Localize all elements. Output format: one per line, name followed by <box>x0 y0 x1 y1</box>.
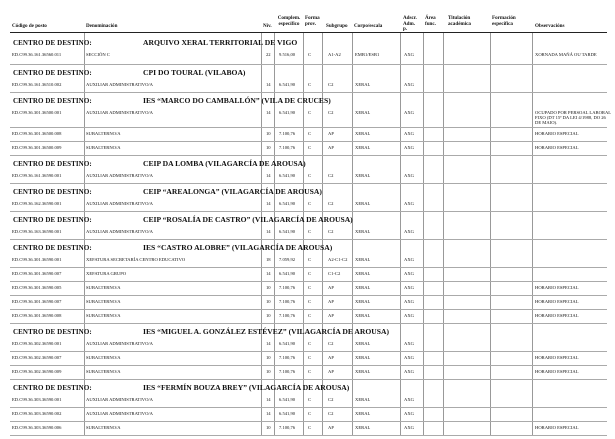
row-code: ED.C99.36.303.36590.002 <box>12 411 62 416</box>
row-subgrupo: C2 <box>328 229 334 234</box>
table-row <box>0 49 615 65</box>
section-label: CENTRO DE DESTINO: <box>13 244 92 252</box>
row-subgrupo: A2-C1-C2 <box>328 257 348 262</box>
row-subgrupo: C2 <box>328 110 334 115</box>
centro-name: CEIP DA LOMBA (VILAGARCÍA DE AROUSA) <box>143 159 306 168</box>
row-subgrupo: A1-A2 <box>328 52 341 57</box>
row-code: ED.C99.36.161.36560.011 <box>12 52 62 57</box>
row-complemento: 7.100,76 <box>279 145 296 150</box>
row-complemento: 7.100,76 <box>279 369 296 374</box>
row-complemento: 6.541,90 <box>279 110 296 115</box>
section-title <box>0 243 615 254</box>
section-title <box>0 159 615 170</box>
row-observacions: HORARIO ESPECIAL <box>535 285 579 290</box>
row-complemento: 7.100,76 <box>279 131 296 136</box>
col-header-observacions: Observacións <box>535 23 565 29</box>
row-code: ED.C99.36.303.36590.001 <box>12 397 62 402</box>
row-forma: C <box>308 355 312 360</box>
row-complemento: 6.541,90 <box>279 341 296 346</box>
row-denominacion: SUBALTERNO/A <box>86 425 121 430</box>
row-adscricion: AXG <box>404 369 414 374</box>
row-observacions: HORARIO ESPECIAL <box>535 313 579 318</box>
row-adscricion: AXG <box>404 313 414 318</box>
row-complemento: 9.516,00 <box>279 52 296 57</box>
row-nivel: 10 <box>266 131 271 136</box>
row-rule <box>10 92 607 93</box>
row-complemento: 6.541,90 <box>279 229 296 234</box>
row-nivel: 10 <box>266 145 271 150</box>
row-forma: C <box>308 313 312 318</box>
row-subgrupo: C2 <box>328 411 334 416</box>
centro-section <box>0 327 615 380</box>
row-observacions: HORARIO ESPECIAL <box>535 355 579 360</box>
row-complemento: 7.100,76 <box>279 313 296 318</box>
row-corpo: XERAL <box>355 201 371 206</box>
row-forma: C <box>308 173 312 178</box>
row-corpo: XERAL <box>355 145 371 150</box>
table-row <box>0 394 615 408</box>
row-nivel: 22 <box>266 52 271 57</box>
col-header-area: Área func. <box>425 15 436 27</box>
row-denominacion: SUBALTERNO/A <box>86 145 121 150</box>
col-header-formacion: Formación específica <box>492 15 516 27</box>
row-corpo: XERAL <box>355 355 371 360</box>
table-row <box>0 282 615 296</box>
table-row <box>0 226 615 240</box>
centro-section <box>0 243 615 324</box>
row-code: ED.C99.36.302.36590.009 <box>12 369 62 374</box>
row-denominacion: AUXILIAR ADMINISTRATIVO/A <box>86 82 153 87</box>
row-corpo: XERAL <box>355 82 371 87</box>
table-row <box>0 254 615 268</box>
row-denominacion: SECCIÓN C <box>86 52 110 57</box>
row-complemento: 6.541,90 <box>279 201 296 206</box>
col-header-denominacion: Denominación <box>86 23 118 29</box>
row-nivel: 14 <box>266 341 271 346</box>
row-rule <box>10 435 607 436</box>
row-subgrupo: C2 <box>328 341 334 346</box>
row-corpo: XERAL <box>355 131 371 136</box>
header-rule <box>10 32 607 33</box>
row-nivel: 10 <box>266 299 271 304</box>
section-label: CENTRO DE DESTINO: <box>13 69 92 77</box>
row-adscricion: AXG <box>404 110 414 115</box>
section-label: CENTRO DE DESTINO: <box>13 39 92 47</box>
section-label: CENTRO DE DESTINO: <box>13 160 92 168</box>
centro-name: CEIP “ROSALÍA DE CASTRO” (VILAGARCÍA DE AROUSA) <box>143 215 353 224</box>
table-row <box>0 338 615 352</box>
centro-name: CPI DO TOURAL (VILABOA) <box>143 68 246 77</box>
row-rule <box>10 64 607 65</box>
table-row <box>0 310 615 324</box>
row-forma: C <box>308 82 312 87</box>
col-header-adscricion: Adscr. Adm. p. <box>403 15 417 33</box>
row-nivel: 10 <box>266 355 271 360</box>
row-corpo: XERAL <box>355 425 371 430</box>
col-header-codigo: Código de posto <box>12 23 47 29</box>
row-subgrupo: C1-C2 <box>328 271 341 276</box>
row-rule <box>10 155 607 156</box>
row-subgrupo: C2 <box>328 201 334 206</box>
table-row <box>0 198 615 212</box>
row-nivel: 14 <box>266 411 271 416</box>
row-nivel: 18 <box>266 257 271 262</box>
row-subgrupo: AP <box>328 425 334 430</box>
row-observacions: HORARIO ESPECIAL <box>535 131 579 136</box>
row-subgrupo: C2 <box>328 173 334 178</box>
row-denominacion: AUXILIAR ADMINISTRATIVO/A <box>86 341 153 346</box>
row-code: ED.C99.36.301.36500.009 <box>12 145 62 150</box>
section-label: CENTRO DE DESTINO: <box>13 384 92 392</box>
row-adscricion: AXG <box>404 173 414 178</box>
row-complemento: 6.541,90 <box>279 411 296 416</box>
row-denominacion: SUBALTERNO/A <box>86 299 121 304</box>
section-title <box>0 215 615 226</box>
row-adscricion: AXG <box>404 52 414 57</box>
table-body <box>0 35 615 436</box>
centro-name: IES “MARCO DO CAMBALLÓN” (VILA DE CRUCES) <box>143 96 331 105</box>
centro-section <box>0 383 615 436</box>
row-observacions: HORARIO ESPECIAL <box>535 425 579 430</box>
row-observacions: HORARIO ESPECIAL <box>535 145 579 150</box>
row-complemento: 7.100,76 <box>279 425 296 430</box>
table-row <box>0 408 615 422</box>
centro-section <box>0 96 615 156</box>
row-denominacion: AUXILIAR ADMINISTRATIVO/A <box>86 173 153 178</box>
row-code: ED.C99.36.301.36500.001 <box>12 110 62 115</box>
row-code: ED.C99.36.301.36590.008 <box>12 313 62 318</box>
centro-section <box>0 68 615 93</box>
row-code: ED.C99.36.301.36590.007 <box>12 271 62 276</box>
row-code: ED.C99.36.163.36590.001 <box>12 229 62 234</box>
row-forma: C <box>308 52 312 57</box>
row-nivel: 14 <box>266 229 271 234</box>
col-header-forma: Forma prov. <box>305 15 320 27</box>
row-forma: C <box>308 257 312 262</box>
row-code: ED.C99.36.301.36590.001 <box>12 257 62 262</box>
centro-name: ARQUIVO XERAL TERRITORIAL DE VIGO <box>143 38 298 47</box>
row-denominacion: AUXILIAR ADMINISTRATIVO/A <box>86 397 153 402</box>
table-row <box>0 296 615 310</box>
row-complemento: 7.100,76 <box>279 285 296 290</box>
row-corpo: XERAL <box>355 411 371 416</box>
row-denominacion: XEFATURA SECRETARÍA CENTRO EDUCATIVO <box>86 257 186 262</box>
section-label: CENTRO DE DESTINO: <box>13 188 92 196</box>
row-adscricion: AXG <box>404 425 414 430</box>
section-label: CENTRO DE DESTINO: <box>13 216 92 224</box>
centro-name: CEIP “AREALONGA” (VILAGARCÍA DE AROUSA) <box>143 187 322 196</box>
row-code: ED.C99.36.162.36590.001 <box>12 201 62 206</box>
row-forma: C <box>308 110 312 115</box>
row-subgrupo: C2 <box>328 397 334 402</box>
row-code: ED.C99.36.301.36590.007 <box>12 299 62 304</box>
row-observacions: OCUPADO POR PERSOAL LABORAL FIXO (DT 15ª DA LEI 4/1988, DO 26 DE MAIO). <box>535 110 611 126</box>
row-code: ED.C99.36.302.36590.007 <box>12 355 62 360</box>
row-denominacion: SUBALTERNO/A <box>86 131 121 136</box>
table-row <box>0 170 615 184</box>
row-corpo: XERAL <box>355 257 371 262</box>
row-complemento: 6.541,90 <box>279 397 296 402</box>
col-header-corpo: Corpo/escala <box>354 23 383 29</box>
row-forma: C <box>308 201 312 206</box>
row-adscricion: AXG <box>404 341 414 346</box>
row-nivel: 14 <box>266 173 271 178</box>
row-forma: C <box>308 285 312 290</box>
centro-section <box>0 159 615 184</box>
row-subgrupo: AP <box>328 355 334 360</box>
col-header-nivel: Nív. <box>263 23 272 29</box>
row-adscricion: AXG <box>404 397 414 402</box>
table-row <box>0 268 615 282</box>
col-header-complemento: Complem. específico <box>277 15 301 27</box>
row-adscricion: AXG <box>404 355 414 360</box>
row-nivel: 14 <box>266 397 271 402</box>
row-corpo: EMB1/ESB1 <box>355 52 380 57</box>
row-corpo: XERAL <box>355 229 371 234</box>
row-adscricion: AXG <box>404 271 414 276</box>
row-nivel: 14 <box>266 201 271 206</box>
row-forma: C <box>308 145 312 150</box>
row-nivel: 10 <box>266 313 271 318</box>
table-header <box>0 13 615 31</box>
row-adscricion: AXG <box>404 82 414 87</box>
row-adscricion: AXG <box>404 411 414 416</box>
row-corpo: XERAL <box>355 341 371 346</box>
section-title <box>0 68 615 79</box>
centro-name: IES “FERMÍN BOUZA BREY” (VILAGARCÍA DE AROUSA) <box>143 383 350 392</box>
row-code: ED.C99.36.161.36510.002 <box>12 82 62 87</box>
row-denominacion: SUBALTERNO/A <box>86 355 121 360</box>
row-forma: C <box>308 341 312 346</box>
row-nivel: 10 <box>266 425 271 430</box>
row-complemento: 6.541,90 <box>279 82 296 87</box>
row-adscricion: AXG <box>404 131 414 136</box>
section-title <box>0 327 615 338</box>
row-observacions: XORNADA MAÑÁ OU TARDE <box>535 52 597 57</box>
row-subgrupo: C2 <box>328 82 334 87</box>
row-rule <box>10 323 607 324</box>
row-rule <box>10 211 607 212</box>
table-row <box>0 79 615 93</box>
row-forma: C <box>308 411 312 416</box>
table-row <box>0 107 615 128</box>
row-denominacion: SUBALTERNO/A <box>86 369 121 374</box>
row-code: ED.C99.36.301.36500.008 <box>12 131 62 136</box>
row-corpo: XERAL <box>355 271 371 276</box>
row-corpo: XERAL <box>355 173 371 178</box>
row-observacions: HORARIO ESPECIAL <box>535 369 579 374</box>
row-adscricion: AXG <box>404 257 414 262</box>
row-code: ED.C99.36.302.36590.001 <box>12 341 62 346</box>
row-rule <box>10 239 607 240</box>
table-row <box>0 366 615 380</box>
row-denominacion: SUBALTERNO/A <box>86 313 121 318</box>
row-complemento: 6.541,90 <box>279 271 296 276</box>
row-code: ED.C99.36.303.36590.006 <box>12 425 62 430</box>
row-complemento: 6.541,90 <box>279 173 296 178</box>
section-label: CENTRO DE DESTINO: <box>13 328 92 336</box>
row-code: ED.C99.36.161.36590.001 <box>12 173 62 178</box>
row-denominacion: AUXILIAR ADMINISTRATIVO/A <box>86 201 153 206</box>
centro-name: IES “CASTRO ALOBRE” (VILAGARCÍA DE AROUSA) <box>143 243 333 252</box>
row-corpo: XERAL <box>355 299 371 304</box>
section-title <box>0 187 615 198</box>
row-rule <box>10 379 607 380</box>
centro-section <box>0 215 615 240</box>
section-title <box>0 96 615 107</box>
row-code: ED.C99.36.301.36590.005 <box>12 285 62 290</box>
row-nivel: 14 <box>266 271 271 276</box>
row-complemento: 7.059,92 <box>279 257 296 262</box>
section-title <box>0 38 615 49</box>
row-adscricion: AXG <box>404 299 414 304</box>
row-forma: C <box>308 271 312 276</box>
row-subgrupo: AP <box>328 285 334 290</box>
row-complemento: 7.100,76 <box>279 299 296 304</box>
col-header-titulacion: Titulación académica <box>448 15 471 27</box>
row-nivel: 10 <box>266 285 271 290</box>
row-subgrupo: AP <box>328 299 334 304</box>
row-corpo: XERAL <box>355 397 371 402</box>
row-nivel: 10 <box>266 369 271 374</box>
row-adscricion: AXG <box>404 285 414 290</box>
table-row <box>0 352 615 366</box>
row-subgrupo: AP <box>328 145 334 150</box>
row-complemento: 7.100,76 <box>279 355 296 360</box>
centro-section <box>0 187 615 212</box>
row-nivel: 14 <box>266 82 271 87</box>
table-row <box>0 142 615 156</box>
row-denominacion: SUBALTERNO/A <box>86 285 121 290</box>
row-forma: C <box>308 299 312 304</box>
table-row <box>0 422 615 436</box>
row-nivel: 14 <box>266 110 271 115</box>
row-forma: C <box>308 229 312 234</box>
centro-name: IES “MIGUEL A. GONZÁLEZ ESTÉVEZ” (VILAGARCÍA DE AROUSA) <box>143 327 390 336</box>
row-denominacion: XEFATURA GRUPO <box>86 271 127 276</box>
row-forma: C <box>308 131 312 136</box>
row-subgrupo: AP <box>328 131 334 136</box>
row-forma: C <box>308 369 312 374</box>
row-subgrupo: AP <box>328 313 334 318</box>
row-denominacion: AUXILIAR ADMINISTRATIVO/A <box>86 229 153 234</box>
centro-section <box>0 38 615 65</box>
row-denominacion: AUXILIAR ADMINISTRATIVO/A <box>86 411 153 416</box>
row-forma: C <box>308 397 312 402</box>
row-denominacion: AUXILIAR ADMINISTRATIVO/A <box>86 110 153 115</box>
section-title <box>0 383 615 394</box>
row-rule <box>10 183 607 184</box>
row-adscricion: AXG <box>404 145 414 150</box>
row-corpo: XERAL <box>355 285 371 290</box>
row-adscricion: AXG <box>404 201 414 206</box>
row-observacions: HORARIO ESPECIAL <box>535 299 579 304</box>
col-header-subgrupo: Subgrupo <box>326 23 348 29</box>
row-corpo: XERAL <box>355 110 371 115</box>
row-corpo: XERAL <box>355 369 371 374</box>
table-row <box>0 128 615 142</box>
row-corpo: XERAL <box>355 313 371 318</box>
row-forma: C <box>308 425 312 430</box>
section-label: CENTRO DE DESTINO: <box>13 97 92 105</box>
row-subgrupo: AP <box>328 369 334 374</box>
row-adscricion: AXG <box>404 229 414 234</box>
